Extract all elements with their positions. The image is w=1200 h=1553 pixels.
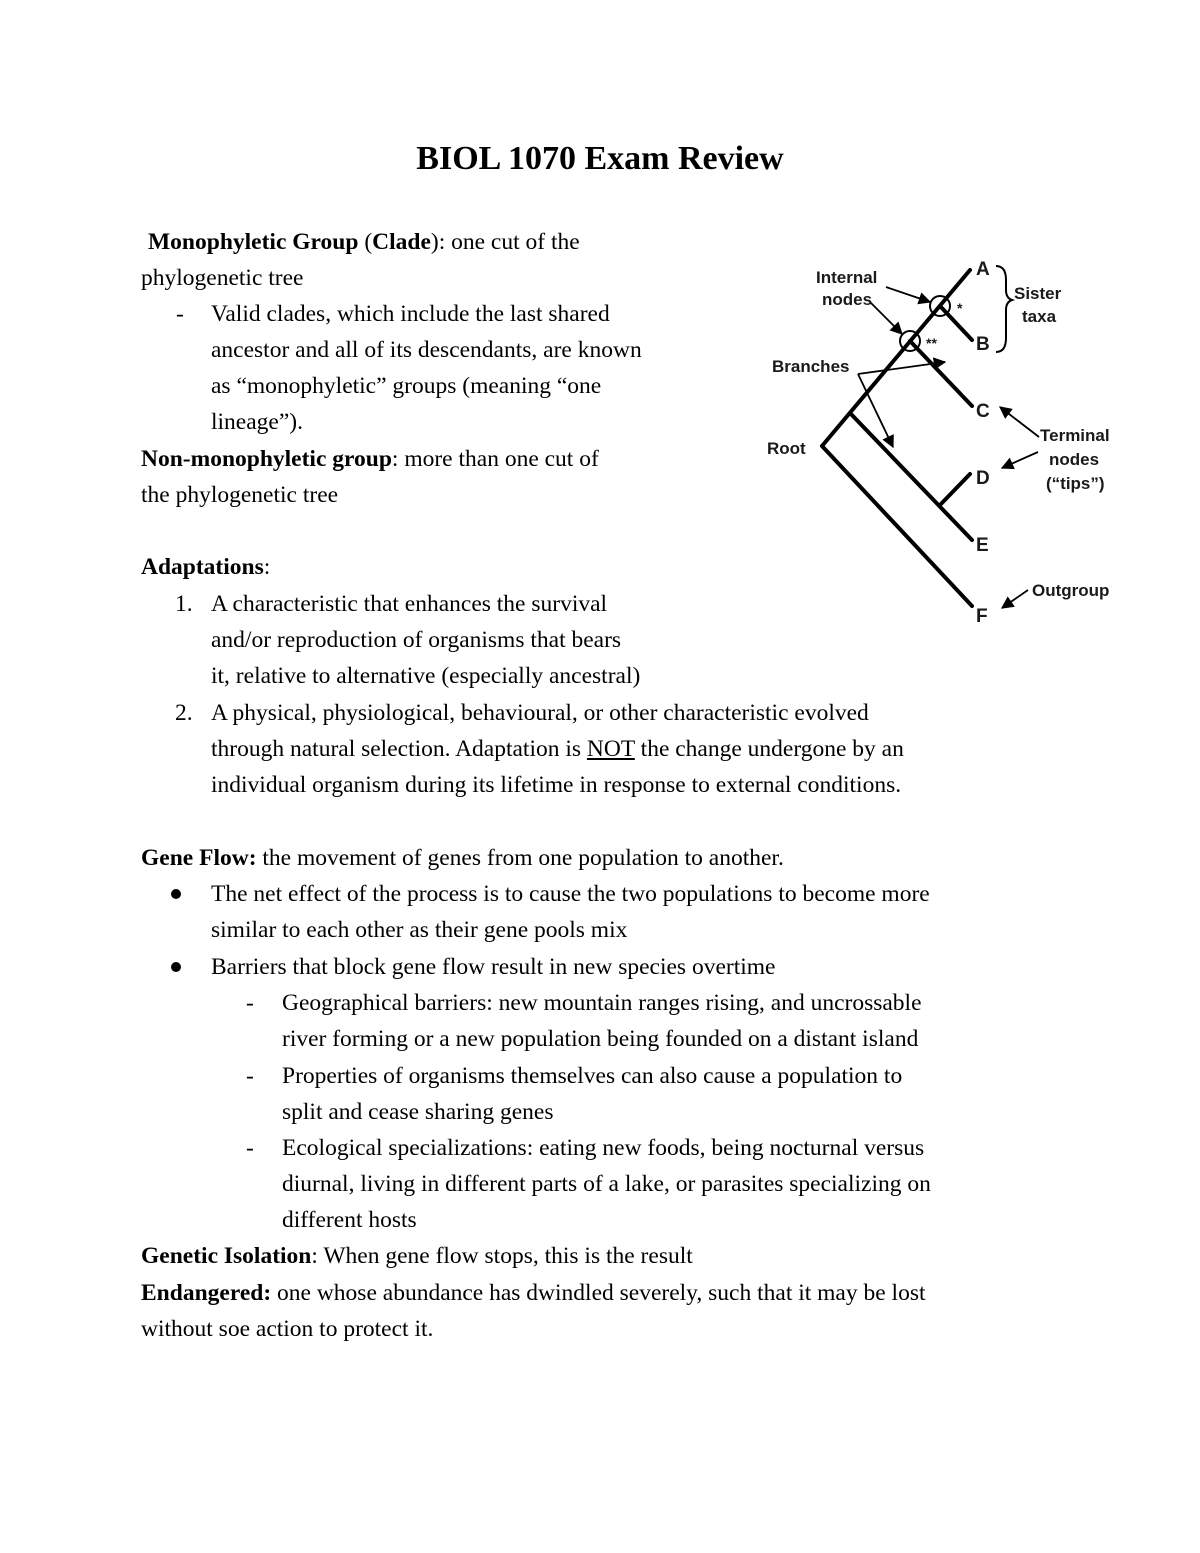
barrier-subitem-line: Properties of organisms themselves can also cause a population to	[282, 1063, 903, 1089]
non-monophyletic-def-line2: the phylogenetic tree	[141, 482, 339, 508]
genetic-isolation-definition	[141, 1238, 693, 1274]
arrow-outgroup	[1002, 590, 1028, 608]
non-monophyletic-def-line1: : more than one cut of	[391, 446, 599, 472]
dash-marker: -	[176, 301, 184, 327]
outgroup-label: Outgroup	[1032, 581, 1110, 600]
page-title: BIOL 1070 Exam Review	[416, 140, 784, 177]
adaptation-item-line: and/or reproduction of organisms that bears	[211, 627, 622, 653]
barrier-subitem-line: diurnal, living in different parts of a lake, or parasites specializing on	[282, 1171, 931, 1197]
phylogenetic-tree-diagram	[760, 250, 1130, 630]
dash-marker: -	[246, 1063, 254, 1089]
sister-taxa-bracket	[996, 266, 1012, 352]
gene-flow-bullet-line: Barriers that block gene flow result in new species overtime	[211, 954, 776, 980]
paren-open: (	[358, 229, 373, 255]
arrow-internal-node	[886, 287, 930, 302]
text-span: through natural selection. Adaptation is	[211, 736, 587, 762]
barrier-subitem-line: different hosts	[282, 1207, 417, 1233]
adaptation-item-line	[211, 731, 904, 767]
bullet-dot	[171, 962, 181, 972]
genetic-isolation-term: Genetic Isolation	[141, 1243, 312, 1269]
genetic-isolation-def: : When gene flow stops, this is the result	[311, 1243, 693, 1269]
arrow-branch	[858, 362, 945, 374]
dash-marker: -	[246, 1135, 254, 1161]
monophyletic-bullet-line: ancestor and all of its descendants, are known	[211, 337, 642, 363]
taxon-label: E	[976, 535, 989, 556]
arrow-terminal-node	[1000, 407, 1039, 437]
root-label: Root	[767, 439, 806, 458]
gene-flow-definition	[141, 840, 784, 876]
monophyletic-bullet-line: Valid clades, which include the last shared	[211, 301, 610, 327]
terminal-nodes-label: nodes	[1049, 450, 1100, 469]
arrow-terminal-node	[1002, 452, 1038, 468]
taxon-label: A	[976, 259, 990, 280]
adaptation-item-line: it, relative to alternative (especially ancestral)	[211, 663, 641, 689]
taxon-label: F	[976, 606, 988, 627]
clade-term: Clade	[372, 229, 431, 255]
dash-marker: -	[246, 990, 254, 1016]
endangered-definition	[141, 1275, 926, 1311]
adaptations-heading	[141, 549, 270, 585]
barrier-subitem-line: Geographical barriers: new mountain ranges rising, and uncrossable	[282, 990, 922, 1016]
node-star: **	[926, 335, 937, 351]
paren-close: )	[430, 229, 439, 255]
branch-d	[940, 474, 970, 505]
gene-flow-term: Gene Flow:	[141, 845, 257, 871]
non-monophyletic-term: Non-monophyletic group	[141, 446, 392, 472]
adaptation-item-line: individual organism during its lifetime in response to external conditions.	[211, 772, 902, 798]
text-span: the change undergone by an	[634, 736, 904, 762]
bullet-dot	[171, 889, 181, 899]
adaptation-item-line: A physical, physiological, behavioural, or other characteristic evolved	[211, 700, 869, 726]
list-number: 2.	[175, 700, 193, 726]
barrier-subitem-line: river forming or a new population being founded on a distant island	[282, 1026, 919, 1052]
non-monophyletic-definition	[141, 441, 599, 477]
sister-taxa-label: taxa	[1022, 307, 1057, 326]
endangered-term: Endangered:	[141, 1280, 272, 1306]
taxon-label: C	[976, 401, 990, 422]
internal-nodes-label: Internal	[816, 268, 878, 287]
monophyletic-term: Monophyletic Group	[148, 229, 359, 255]
barrier-subitem-line: split and cease sharing genes	[282, 1099, 554, 1125]
terminal-nodes-label: Terminal	[1040, 426, 1110, 445]
colon: :	[263, 554, 271, 580]
gene-flow-bullet-line: similar to each other as their gene pools mix	[211, 917, 628, 943]
gene-flow-bullet-line: The net effect of the process is to cause the two populations to become more	[211, 881, 930, 907]
not-emphasis: NOT	[586, 736, 635, 762]
terminal-nodes-label: (“tips”)	[1046, 474, 1105, 493]
internal-nodes-label: nodes	[822, 290, 873, 309]
adaptation-item-line: A characteristic that enhances the survival	[211, 591, 608, 617]
branch-e	[850, 413, 972, 540]
branch-b	[940, 306, 972, 340]
taxon-label: B	[976, 334, 990, 355]
arrow-internal-node	[870, 302, 902, 334]
branches-label: Branches	[772, 357, 850, 376]
taxon-label: D	[976, 468, 990, 489]
gene-flow-def: the movement of genes from one population to another.	[256, 845, 784, 871]
branch-root-f	[822, 446, 972, 606]
branch-c	[910, 341, 972, 406]
barrier-subitem-line: Ecological specializations: eating new foods, being nocturnal versus	[282, 1135, 925, 1161]
endangered-def-line2: without soe action to protect it.	[141, 1316, 434, 1342]
sister-taxa-label: Sister	[1014, 284, 1062, 303]
list-number: 1.	[175, 591, 193, 617]
adaptations-term: Adaptations	[141, 554, 264, 580]
node-star: *	[957, 300, 963, 316]
monophyletic-definition	[148, 224, 580, 260]
monophyletic-bullet-line: lineage”).	[211, 409, 303, 435]
monophyletic-def-line2: phylogenetic tree	[141, 265, 304, 291]
endangered-def-line1: one whose abundance has dwindled severely, such that it may be lost	[271, 1280, 926, 1306]
monophyletic-def-line1: : one cut of the	[438, 229, 580, 255]
monophyletic-bullet-line: as “monophyletic” groups (meaning “one	[211, 373, 602, 399]
